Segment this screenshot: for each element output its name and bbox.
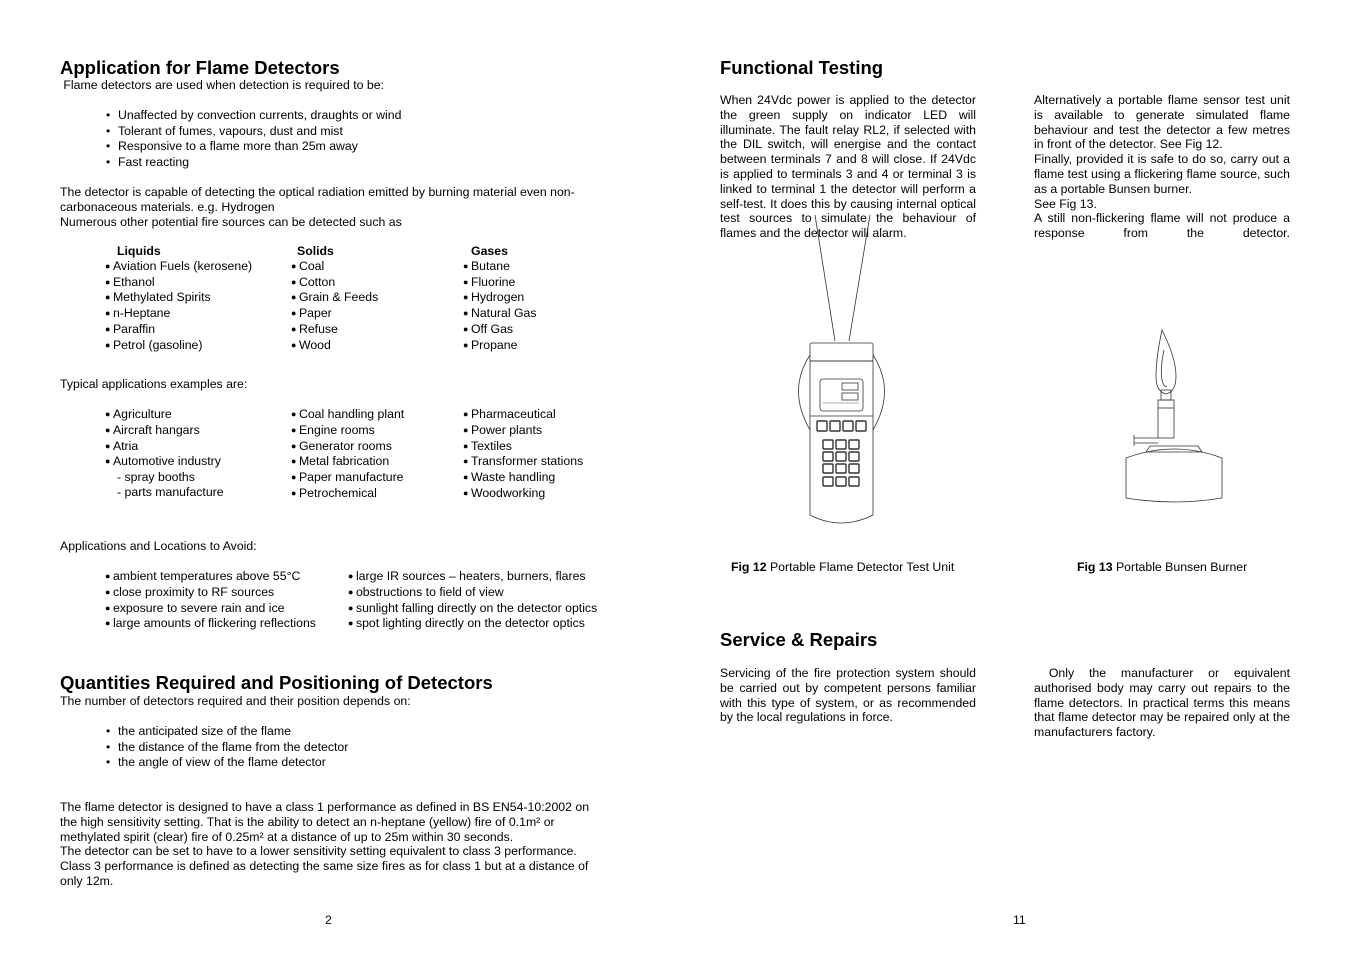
typical-applications-column-3: [463, 407, 583, 502]
class-performance-paragraph: The flame detector is designed to have a class 1 performance as defined in BS EN54-10:2002 on the high sensitivity setting. That is the ability to detect an n-heptane (yellow) fire of 0.1m² or methylated spirit (clear) fire of 0.25m² at a distance of up to 25m within 30 seconds.: [60, 800, 590, 844]
list-item: ● ambient temperatures above 55°C: [105, 569, 316, 585]
typical-applications-intro: Typical applications examples are:: [60, 377, 248, 391]
list-item: ● Agriculture: [105, 407, 224, 423]
list-item: ● Petrochemical: [291, 486, 404, 502]
test-unit-paragraph: Alternatively a portable flame sensor test unit is available to generate simulated flame behaviour and test the detector a few metres in front of the detector. See Fig 12.: [1034, 93, 1290, 152]
application-intro: Flame detectors are used when detection is required to be:: [60, 78, 385, 92]
functional-testing-column-2: [1034, 93, 1290, 241]
list-item: ● Coal: [291, 259, 378, 275]
list-item: ● Metal fabrication: [291, 454, 404, 470]
list-item: ● Methylated Spirits: [105, 290, 252, 306]
list-item: • the angle of view of the flame detector: [106, 755, 348, 771]
avoid-column-2: [348, 569, 597, 632]
list-item: ● large IR sources – heaters, burners, flares: [348, 569, 597, 585]
functional-testing-column-1: When 24Vdc power is applied to the detector the green supply on indicator LED will illuminate. The fault relay RL2, if selected with the DIL switch, will energise and the contact between terminals 7 and 8 will close. If 24Vdc is applied to terminals 3 and 4 or terminal 3 is linked to terminal 1 the detector will perform a self-test. It does this by causing internal optical test sources to simulate the behaviour of flames and the detector will alarm.: [720, 93, 976, 241]
list-item: ● Automotive industry: [105, 454, 224, 470]
list-item: ● Engine rooms: [291, 423, 404, 439]
typical-applications-column-2: [291, 407, 404, 502]
list-item: ● Natural Gas: [463, 306, 537, 322]
avoid-intro: Applications and Locations to Avoid:: [60, 539, 257, 553]
section-title-functional-testing: Functional Testing: [720, 57, 884, 78]
detector-capability-paragraph: The detector is capable of detecting the optical radiation emitted by burning material even non-carbonaceous materials. e.g. Hydrogen: [60, 185, 575, 214]
service-column-2: Only the manufacturer or equivalent authorised body may carry out repairs to the flame detectors. In practical terms this means that flame detector may be repaired only at the manufacturers factory.: [1034, 666, 1294, 740]
list-item: ● Refuse: [291, 322, 378, 338]
list-item: • the distance of the flame from the detector: [106, 740, 348, 756]
page-number-right: 11: [1013, 913, 1026, 927]
list-item: ● Ethanol: [105, 275, 252, 291]
list-item: • Tolerant of fumes, vapours, dust and mist: [106, 124, 401, 140]
typical-applications-column-1: [105, 407, 224, 500]
list-item: ● Fluorine: [463, 275, 537, 291]
fig12-label: Fig 12: [731, 560, 767, 574]
bunsen-burner-illustration: [1120, 328, 1230, 508]
section-title-quantities: Quantities Required and Positioning of Detectors: [60, 672, 493, 693]
list-item: ● Coal handling plant: [291, 407, 404, 423]
solids-heading: Solids: [297, 244, 334, 258]
list-item: ● sunlight falling directly on the detector optics: [348, 601, 597, 617]
list-item: ● Hydrogen: [463, 290, 537, 306]
list-item: ● Off Gas: [463, 322, 537, 338]
list-item: ● Pharmaceutical: [463, 407, 583, 423]
sensitivity-paragraph: The detector can be set to have to a lower sensitivity setting equivalent to class 3 performance. Class 3 performance is defined as detecting the same size fires as for class 1 but at a distance of only 12m.: [60, 844, 589, 888]
fig13-label: Fig 13: [1077, 560, 1113, 574]
quantities-bullet-list: [106, 724, 348, 771]
list-item: ● large amounts of flickering reflections: [105, 616, 316, 632]
list-item: ● Aviation Fuels (kerosene): [105, 259, 252, 275]
list-item: ● Waste handling: [463, 470, 583, 486]
list-item: • Fast reacting: [106, 155, 401, 171]
list-item: ● Woodworking: [463, 486, 583, 502]
application-bullet-list: [106, 108, 401, 170]
list-item: ● Wood: [291, 338, 378, 354]
gases-column: [463, 244, 537, 354]
liquids-heading: Liquids: [117, 244, 161, 258]
list-item: ● Transformer stations: [463, 454, 583, 470]
list-item: ● Grain & Feeds: [291, 290, 378, 306]
fig13-caption: [1077, 560, 1247, 574]
list-item: ● Cotton: [291, 275, 378, 291]
list-item: ● Butane: [463, 259, 537, 275]
list-item: ● Paper: [291, 306, 378, 322]
list-item: ● Petrol (gasoline): [105, 338, 252, 354]
service-column-1: Servicing of the fire protection system should be carried out by competent persons familiar with this type of system, or as recommended by the local regulations in force.: [720, 666, 976, 725]
list-item: • the anticipated size of the flame: [106, 724, 348, 740]
section-title-application: Application for Flame Detectors: [60, 57, 340, 78]
list-item: ● Power plants: [463, 423, 583, 439]
list-item: ● Generator rooms: [291, 439, 404, 455]
list-item: ● exposure to severe rain and ice: [105, 601, 316, 617]
flame-test-paragraph: Finally, provided it is safe to do so, carry out a flame test using a flickering flame source, such as a portable Bunsen burner.: [1034, 152, 1290, 196]
list-item: ● n-Heptane: [105, 306, 252, 322]
avoid-column-1: [105, 569, 316, 632]
list-item: ● close proximity to RF sources: [105, 585, 316, 601]
page-number-left: 2: [325, 913, 332, 927]
list-item: ● spot lighting directly on the detector optics: [348, 616, 597, 632]
see-fig-13: See Fig 13.: [1034, 196, 1097, 211]
fig12-caption-text: Portable Flame Detector Test Unit: [766, 560, 955, 574]
liquids-column: [105, 244, 252, 354]
list-item: ● Textiles: [463, 439, 583, 455]
list-subitem: - parts manufacture: [117, 484, 224, 499]
fire-sources-paragraph: Numerous other potential fire sources can be detected such as: [60, 215, 402, 229]
list-item: ● Propane: [463, 338, 537, 354]
fig12-caption: [731, 560, 954, 574]
fig13-caption-text: Portable Bunsen Burner: [1112, 560, 1248, 574]
list-item: ● Paraffin: [105, 322, 252, 338]
list-item: ● obstructions to field of view: [348, 585, 597, 601]
test-unit-illustration: [793, 215, 893, 515]
list-item: ● Atria: [105, 439, 224, 455]
list-subitem: - spray booths: [117, 470, 195, 485]
section-title-service: Service & Repairs: [720, 629, 878, 650]
list-item: ● Paper manufacture: [291, 470, 404, 486]
list-item: • Responsive to a flame more than 25m away: [106, 139, 401, 155]
quantities-intro: The number of detectors required and their position depends on:: [60, 694, 411, 708]
list-item: ● Aircraft hangars: [105, 423, 224, 439]
non-flickering-paragraph: A still non-flickering flame will not produce a response from the detector.: [1034, 211, 1290, 241]
solids-column: [291, 244, 378, 354]
list-item: • Unaffected by convection currents, draughts or wind: [106, 108, 401, 124]
gases-heading: Gases: [471, 244, 508, 258]
